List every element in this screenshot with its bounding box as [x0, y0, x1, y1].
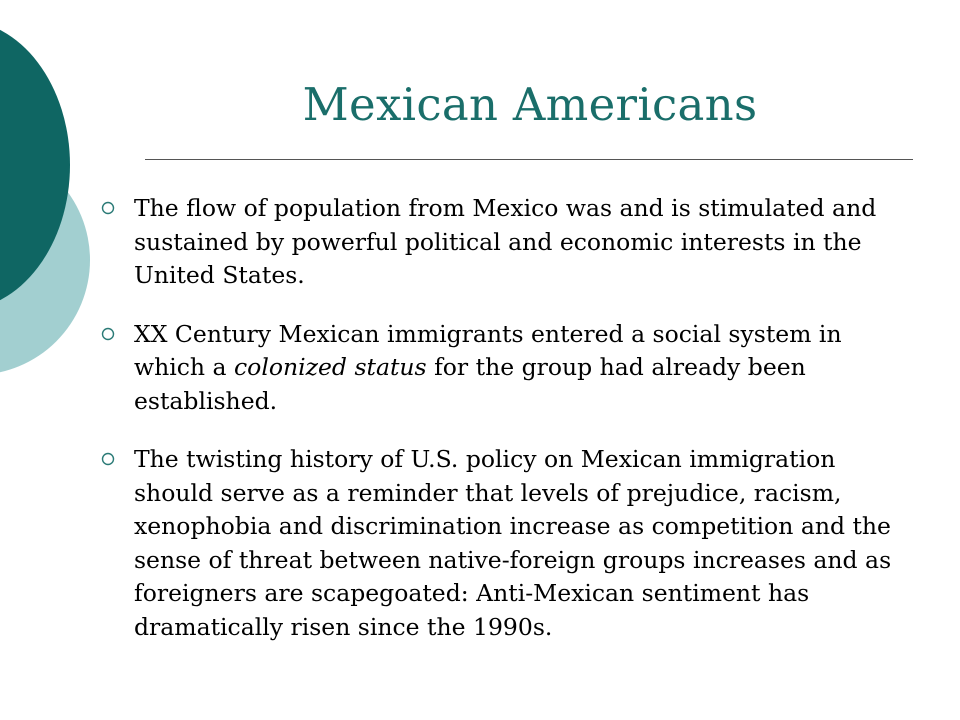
- bullet-list: [100, 192, 920, 669]
- bullet-text-2: [134, 320, 842, 415]
- bullet-text-2-emphasis: colonized status: [234, 353, 427, 381]
- hollow-circle-bullet-icon: [100, 200, 116, 216]
- title-divider: [145, 159, 913, 160]
- bullet-item-2: [100, 318, 920, 419]
- bullet-item-1: [100, 192, 920, 293]
- bullet-text-1: The flow of population from Mexico was and is stimulated and sustained by powerful political and economic interests in the United States.: [134, 194, 877, 289]
- hollow-circle-bullet-icon: [100, 326, 116, 342]
- bullet-text-3: The twisting history of U.S. policy on Mexican immigration should serve as a reminder that levels of prejudice, racism, xenophobia and discrimination increase as competition and the sense of threat between native-foreign groups increases and as foreigners are scapegoated: Anti-Mexican sentiment has dramatically risen since the 1990s.: [134, 445, 892, 641]
- hollow-circle-bullet-icon: [100, 451, 116, 467]
- slide-title: Mexican Americans: [302, 78, 758, 131]
- bullet-text-2-before: XX Century Mexican immigrants entered a social system in which a: [134, 319, 842, 381]
- bullet-item-3: [100, 443, 920, 644]
- bullet-text-2-after: for the group had already been established.: [134, 353, 806, 415]
